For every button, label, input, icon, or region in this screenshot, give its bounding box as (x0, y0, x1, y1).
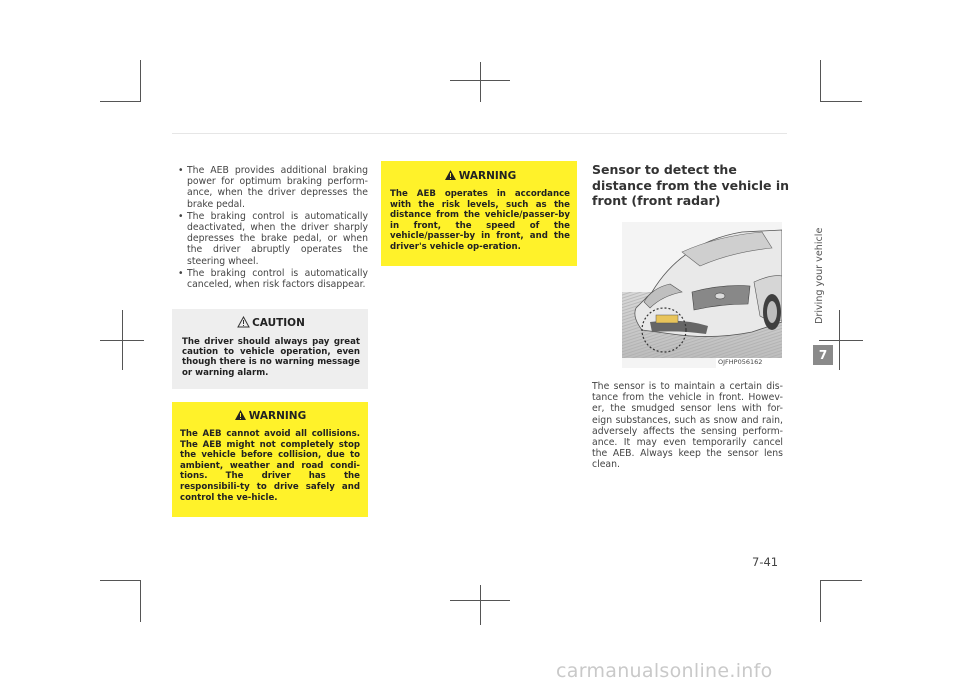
warning-title: WARNING (248, 410, 307, 422)
caution-text: The driver should always pay great caution to vehicle operation, even though there is no warning message or warning alarm. (182, 337, 360, 378)
warning-text: The AEB operates in accordance with the risk levels, such as the distance from the vehicle/passer-by in front, the speed of the vehicle/passer-by in front, and the driver's vehicle op-eration. (390, 189, 570, 252)
registration-mark (480, 585, 481, 625)
body-paragraph: The sensor is to maintain a certain dis-tance from the vehicle in front. Howev-er, the smudged sensor lens with for-eign substances, such as snow and rain, adversely affects the sensing perform-ance. It may even temporarily cancel the AEB. Always keep the sensor lens clean. (592, 381, 783, 471)
warning-heading (180, 408, 360, 424)
car-front-image (622, 222, 782, 368)
crop-mark (140, 60, 141, 102)
registration-mark (450, 600, 510, 601)
registration-mark (819, 340, 863, 341)
crop-mark (100, 580, 140, 581)
crop-mark (820, 60, 821, 102)
warning-box (172, 402, 368, 517)
crop-mark (820, 580, 862, 581)
chapter-number: 7 (813, 345, 833, 365)
list-item: • The braking control is automatically canceled, when risk factors disappear. (178, 267, 368, 291)
registration-mark (100, 340, 144, 341)
left-column (178, 165, 368, 291)
crop-mark (820, 101, 862, 102)
image-code: OJFHP056162 (718, 358, 763, 366)
crop-mark (140, 580, 141, 622)
bullet-list (178, 165, 368, 290)
list-item: • The braking control is automatically deactivated, when the driver sharply depresses the brake pedal, or when the driver abruptly operates the steering wheel. (178, 210, 368, 267)
front-radar-illustration (622, 222, 782, 368)
warning-triangle-icon (234, 409, 247, 421)
warning-title: WARNING (458, 170, 517, 182)
warning-heading (390, 168, 570, 184)
warning-box (381, 161, 577, 266)
caution-triangle-icon (237, 316, 250, 328)
caution-heading (182, 315, 360, 331)
crop-mark (100, 101, 140, 102)
section-title: Sensor to detect the distance from the vehicle in front (front radar) (592, 162, 790, 208)
caution-title: CAUTION (252, 317, 305, 329)
footer-watermark: carmanualsonline.info (556, 660, 773, 682)
header-rule (172, 133, 787, 134)
list-item: • The AEB provides additional braking power for optimum braking perform-ance, when the driver depresses the brake pedal. (178, 165, 368, 210)
caution-box (172, 309, 368, 389)
warning-triangle-icon (444, 169, 457, 181)
registration-mark (450, 80, 510, 81)
chapter-label: Driving your vehicle (814, 228, 825, 325)
page-number: 7-41 (752, 555, 779, 569)
registration-mark (480, 62, 481, 102)
crop-mark (820, 580, 821, 622)
warning-text: The AEB cannot avoid all collisions. The AEB might not completely stop the vehicle before collision, due to ambient, weather and road condi-tions. The driver has the responsibili-ty to drive safely and control the ve-hicle. (180, 429, 360, 503)
